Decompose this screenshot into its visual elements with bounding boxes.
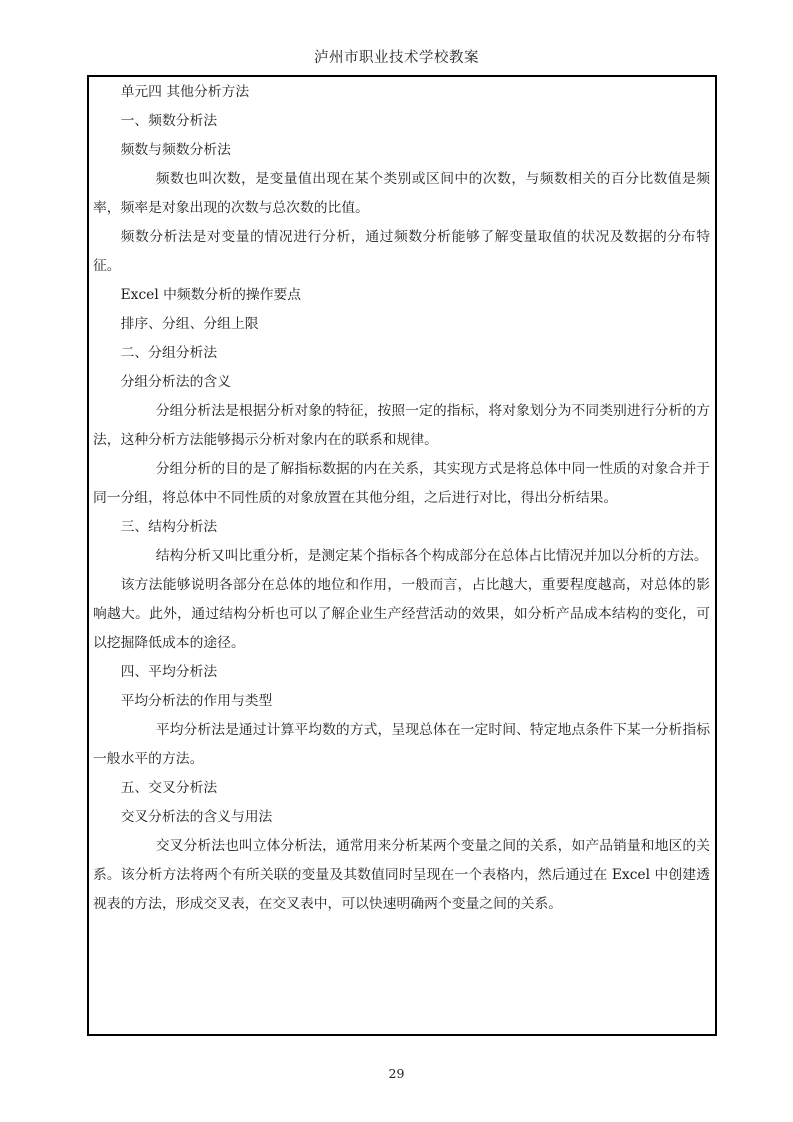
paragraph: 四、平均分析法 — [120, 664, 218, 680]
paragraph: 分组分析法是根据分析对象的特征，按照一定的指标，将对象划分为不同类别进行分析的方法，这种分析方法能够揭示分析对象内在的联系和规律。 — [93, 403, 710, 448]
document-body — [93, 78, 710, 919]
paragraph: 交叉分析法的含义与用法 — [120, 809, 273, 825]
paragraph: 分组分析法的含义 — [120, 374, 231, 390]
paragraph: 一、频数分析法 — [120, 113, 218, 129]
paragraph: Excel 中频数分析的操作要点 — [120, 287, 302, 303]
paragraph: 分组分析的目的是了解指标数据的内在关系，其实现方式是将总体中同一性质的对象合并于同一分组，将总体中不同性质的对象放置在其他分组，之后进行对比，得出分析结果。 — [93, 461, 710, 506]
paragraph: 单元四 其他分析方法 — [120, 84, 250, 100]
paragraph: 排序、分组、分组上限 — [120, 316, 259, 332]
paragraph: 平均分析法是通过计算平均数的方式，呈现总体在一定时间、特定地点条件下某一分析指标一般水平的方法。 — [93, 722, 710, 767]
paragraph: 交叉分析法也叫立体分析法，通常用来分析某两个变量之间的关系，如产品销量和地区的关系。该分析方法将两个有所关联的变量及其数值同时呈现在一个表格内，然后通过在 Excel 中创建透视表的方法，形成交叉表，在交叉表中，可以快速明确两个变量之间的关系。 — [93, 838, 710, 912]
paragraph: 频数也叫次数，是变量值出现在某个类别或区间中的次数，与频数相关的百分比数值是频率，频率是对象出现的次数与总次数的比值。 — [93, 171, 710, 216]
paragraph: 频数与频数分析法 — [120, 142, 231, 158]
paragraph: 二、分组分析法 — [120, 345, 218, 361]
page-header-title: 泸州市职业技术学校教案 — [314, 50, 479, 66]
paragraph: 该方法能够说明各部分在总体的地位和作用，一般而言，占比越大，重要程度越高，对总体的影响越大。此外，通过结构分析也可以了解企业生产经营活动的效果，如分析产品成本结构的变化，可以挖掘降低成本的途径。 — [93, 577, 710, 651]
content-frame — [87, 75, 717, 1036]
paragraph: 频数分析法是对变量的情况进行分析，通过频数分析能够了解变量取值的状况及数据的分布特征。 — [93, 229, 710, 274]
paragraph: 三、结构分析法 — [120, 519, 218, 535]
paragraph: 五、交叉分析法 — [120, 780, 218, 796]
page-number: 29 — [388, 1066, 405, 1081]
paragraph: 结构分析又叫比重分析，是测定某个指标各个构成部分在总体占比情况并加以分析的方法。 — [155, 548, 708, 564]
paragraph: 平均分析法的作用与类型 — [120, 693, 273, 709]
